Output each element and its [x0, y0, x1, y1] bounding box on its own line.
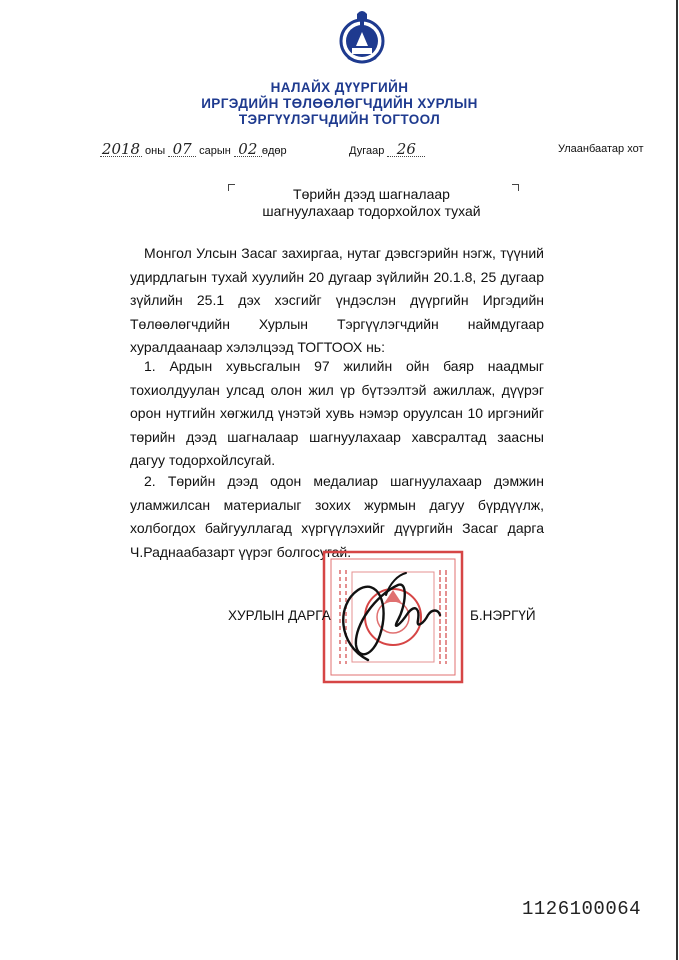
intro-paragraph: Монгол Улсын Засаг захиргаа, нутаг дэвсгэрийн нэгж, түүний удирдлагын тухай хуулийн 20 дугаар зүйлийн 20.1.8, 25 дугаар зүйлийн 25.1 дэх хэсгийг үндэслэн дүүргийн Иргэдийн Төлөөлөгчдийн Хурлын Тэргүүлэгчдийн наймдугаар хуралдаанаар хэлэлцээд ТОГТООХ нь: [130, 245, 544, 355]
signatory-name: Б.НЭРГҮЙ [470, 608, 536, 623]
day-label: өдөр [261, 145, 287, 157]
date-month: 07 [168, 143, 196, 157]
date-year: 2018 [101, 140, 141, 158]
header-line-1: НАЛАЙХ ДҮҮРГИЙН [270, 80, 409, 95]
header-line-3: ТЭРГҮҮЛЭГЧДИЙН ТОГТООЛ [238, 112, 441, 127]
title-line-2: шагнуулахаар тодорхойлох тухай [262, 203, 481, 219]
title-line-1: Төрийн дээд шагналаар [293, 186, 450, 202]
city-label: Улаанбаатар хот [558, 143, 644, 155]
month-label: сарын [199, 145, 231, 157]
resolution-item-1: 1. Ардын хувьсгалын 97 жилийн ойн баяр наадмыг тохиолдуулан улсад олон жил үр бүтээлтэй ажиллаж, дүүрэг орон нутгийн хөгжилд үнэтэй хувь нэмэр оруулсан 10 иргэнийг төрийн дээд шагналаар шагнуулахаар хавсралтад заасны дагуу тодорхойлсугай. [130, 358, 544, 468]
signatory-position: ХУРЛЫН ДАРГА [228, 608, 331, 623]
handwritten-signature-icon [328, 565, 453, 670]
state-emblem-icon [338, 8, 386, 68]
date-day: 02 [234, 143, 262, 157]
resolution-item-2: 2. Төрийн дээд одон медалиар шагнуулахаар дэмжин уламжилсан материалыг зохих журмын дагуу бүрдүүлж, холбогдох байгууллагад хүргүүлэхийг дүүргийн Засаг дарга Ч.Раднаабазарт үүрэг болгосугай. [130, 473, 544, 560]
document-number-handwritten: 26 [387, 143, 425, 157]
document-serial-number: 1126100064 [522, 898, 642, 920]
page-edge-line [676, 0, 678, 960]
header-line-2: ИРГЭДИЙН ТӨЛӨӨЛӨГЧДИЙН ХУРЛЫН [201, 96, 478, 111]
number-label: Дугаар [349, 145, 385, 157]
date-line [100, 140, 290, 158]
number-line [346, 140, 425, 158]
year-label: оны [145, 145, 166, 157]
